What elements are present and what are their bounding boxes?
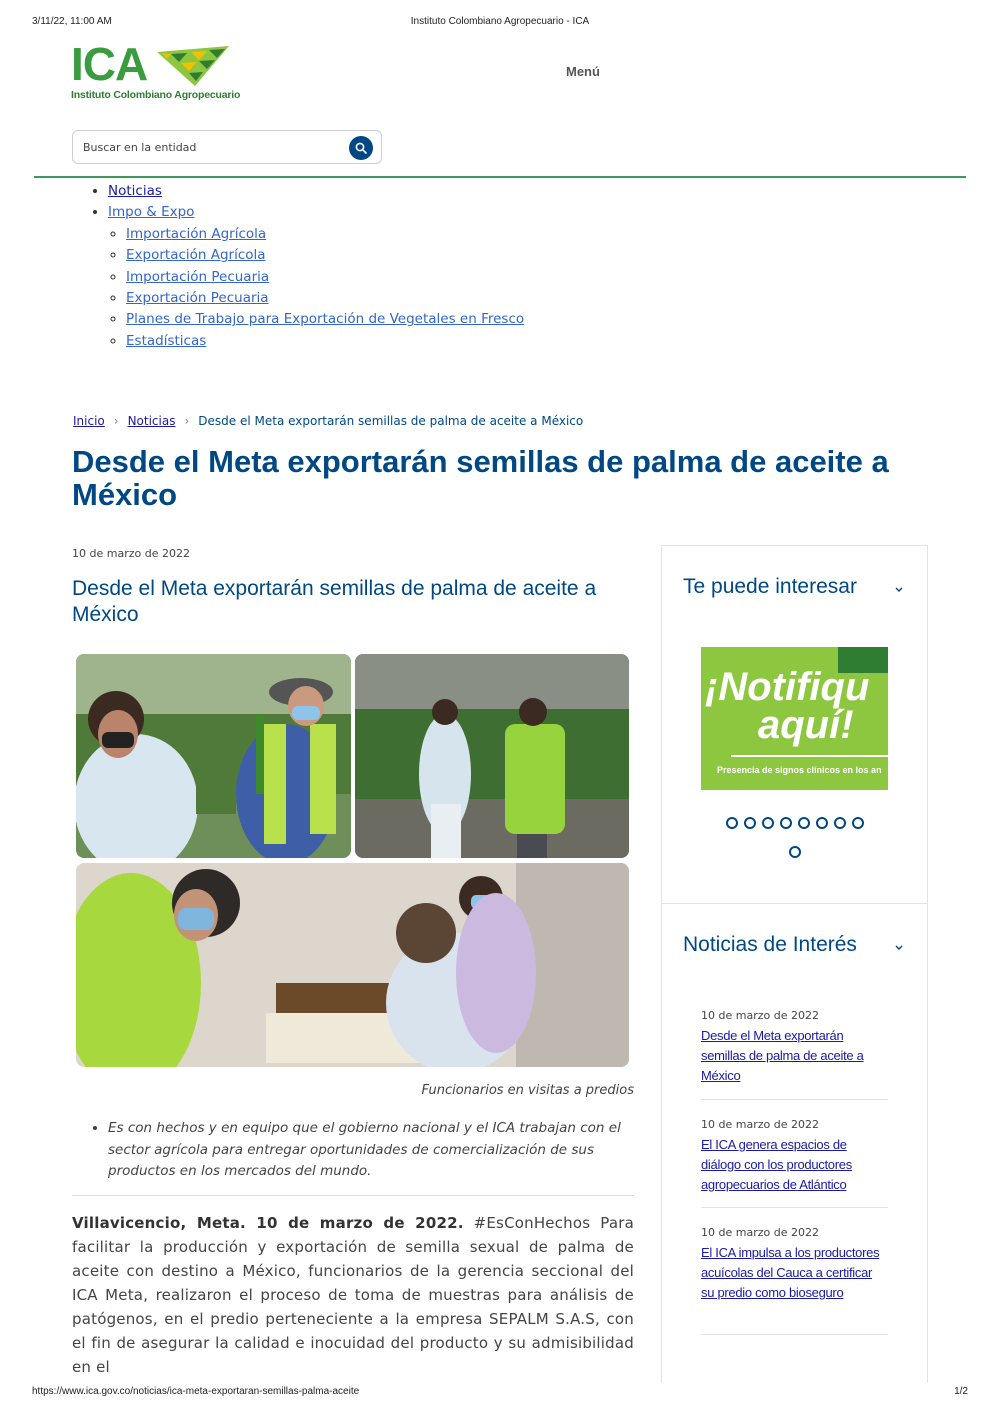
nav-item-impo-expo: [108, 202, 524, 352]
nav-item-noticias: [108, 181, 524, 202]
news-link[interactable]: Desde el Meta exportarán semillas de palma de aceite a México: [701, 1028, 864, 1083]
article-date: 10 de marzo de 2022: [72, 547, 190, 560]
news-divider: [701, 1207, 888, 1208]
carousel-dot[interactable]: [816, 817, 828, 829]
breadcrumb-section[interactable]: Noticias: [127, 414, 176, 428]
content-divider: [72, 1195, 634, 1196]
photo-greenhouse-inspection: [76, 654, 351, 858]
banner-headline-line1: ¡Notifiqu: [705, 665, 870, 709]
news-date: 10 de marzo de 2022: [701, 1118, 819, 1131]
highlight-item: • Es con hechos y en equipo que el gobierno nacional y el ICA trabajan con el sector agrícola para entregar oportunidades de comercialización de sus productos en los mercados del mundo.: [108, 1118, 648, 1183]
interest-title[interactable]: Te puede interesar: [683, 575, 857, 598]
nav-subitem: [126, 288, 524, 309]
nav-subitem: [126, 267, 524, 288]
article-body-text: #EsConHechos Para facilitar la producción y exportación de semilla sexual de palma de aceite con destino a México, funcionarios de la gerencia seccional del ICA Meta, realizaron el proceso de toma de muestras para análisis de patógenos, en el predio perteneciente a la empresa SEPALM S.A.S, con el fin de asegurar la calidad e inocuidad del producto y su admisibilidad en el: [72, 1214, 634, 1376]
carousel-pagination: [701, 807, 888, 865]
nav-subitem: [126, 245, 524, 266]
nav-link-planes-de-trabajo[interactable]: Planes de Trabajo para Exportación de Vegetales en Fresco: [126, 311, 525, 328]
photo-seedling-nursery: [355, 654, 629, 858]
logo-subtitle: Instituto Colombiano Agropecuario: [71, 89, 241, 101]
news-link[interactable]: El ICA impulsa a los productores acuícolas del Cauca a certificar su predio como bioseguro: [701, 1245, 880, 1300]
nav-subitem: [126, 224, 524, 245]
print-page-title: Instituto Colombiano Agropecuario - ICA: [410, 16, 590, 27]
print-page-number: 1/2: [954, 1386, 968, 1397]
news-panel-title[interactable]: Noticias de Interés: [683, 933, 857, 956]
carousel-dot[interactable]: [852, 817, 864, 829]
chevron-down-icon[interactable]: [892, 941, 906, 955]
sidebar-news-panel: [661, 903, 928, 1383]
print-url: https://www.ica.gov.co/noticias/ica-meta-exportaran-semillas-palma-aceite: [32, 1386, 360, 1397]
nav-subitem: [126, 309, 524, 330]
banner-headline-line2: aquí!: [758, 703, 854, 747]
carousel-dot[interactable]: [744, 817, 756, 829]
logo-leaf-icon: [157, 46, 229, 88]
banner-rule: [731, 755, 888, 757]
news-item: [701, 1226, 888, 1302]
chevron-down-icon[interactable]: [892, 583, 906, 597]
sidebar-interest-panel: [661, 545, 928, 903]
carousel-dot[interactable]: [762, 817, 774, 829]
chevron-right-icon: ›: [113, 414, 119, 428]
news-item: [701, 1118, 888, 1194]
nav-link-noticias[interactable]: Noticias: [108, 183, 162, 199]
nav-link-importacion-pecuaria[interactable]: Importación Pecuaria: [126, 268, 270, 285]
article-photo-collage: [76, 654, 629, 1067]
nav-link-impo-expo[interactable]: Impo & Expo: [108, 204, 195, 221]
news-date: 10 de marzo de 2022: [701, 1009, 819, 1022]
search-icon: [355, 142, 367, 154]
carousel-dot[interactable]: [726, 817, 738, 829]
news-date: 10 de marzo de 2022: [701, 1226, 819, 1239]
news-link[interactable]: El ICA genera espacios de diálogo con los productores agropecuarios de Atlántico: [701, 1137, 852, 1192]
breadcrumb-current: Desde el Meta exportarán semillas de palma de aceite a México: [198, 414, 584, 428]
news-item: [701, 1009, 888, 1085]
search-button[interactable]: [349, 136, 373, 160]
news-divider: [701, 1099, 888, 1100]
nav-link-estadisticas[interactable]: Estadísticas: [126, 332, 207, 349]
nav-link-importacion-agricola[interactable]: Importación Agrícola: [126, 225, 267, 242]
carousel-dot[interactable]: [780, 817, 792, 829]
news-divider: [701, 1334, 888, 1335]
carousel-dot[interactable]: [789, 846, 801, 858]
article-highlight: [90, 1118, 648, 1183]
article-subtitle: Desde el Meta exportarán semillas de palma de aceite a México: [72, 577, 597, 626]
photo-lab-sampling: [76, 863, 629, 1067]
main-nav: [90, 181, 524, 352]
header-divider: [34, 176, 966, 178]
nav-link-exportacion-agricola[interactable]: Exportación Agrícola: [126, 247, 266, 264]
page-title: Desde el Meta exportarán semillas de palma de aceite a México: [72, 444, 889, 512]
breadcrumb-home[interactable]: Inicio: [73, 414, 105, 428]
breadcrumb: [73, 414, 583, 428]
menu-button[interactable]: Menú: [566, 64, 600, 79]
search-input[interactable]: [83, 138, 338, 156]
nav-link-exportacion-pecuaria[interactable]: Exportación Pecuaria: [126, 290, 269, 307]
carousel-dot[interactable]: [834, 817, 846, 829]
article-body: [72, 1211, 634, 1379]
nav-subitem: [126, 331, 524, 352]
carousel-dot[interactable]: [798, 817, 810, 829]
ica-logo[interactable]: [71, 38, 241, 104]
print-datetime: 3/11/22, 11:00 AM: [32, 16, 112, 27]
chevron-right-icon: ›: [184, 414, 190, 428]
article-lead: Villavicencio, Meta. 10 de marzo de 2022.: [72, 1214, 464, 1232]
notification-banner[interactable]: [701, 647, 888, 790]
logo-wordmark: ICA: [71, 38, 148, 90]
photo-caption: Funcionarios en visitas a predios: [421, 1083, 634, 1098]
search-box: [72, 130, 382, 164]
banner-caption: Presencia de signos clínicos en los an: [717, 765, 882, 775]
